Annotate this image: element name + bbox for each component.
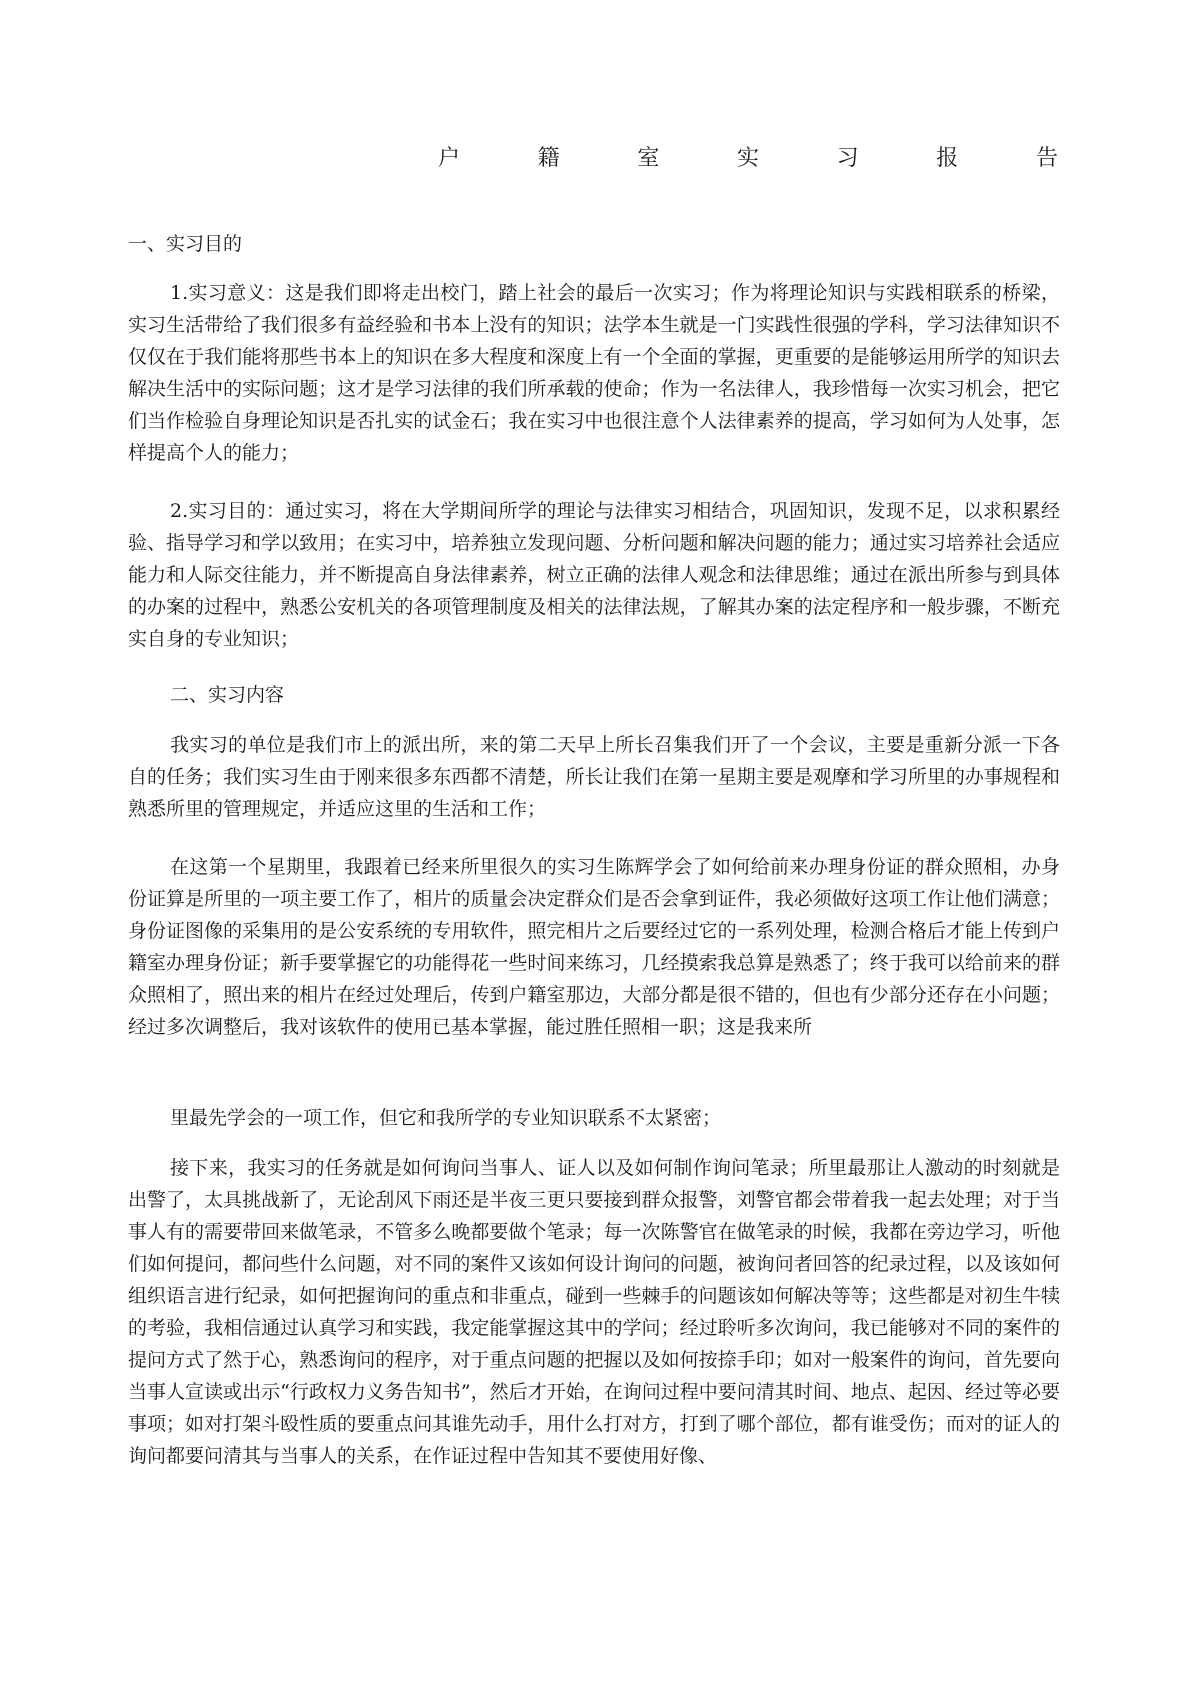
title-char: 室 (637, 146, 660, 171)
title-char: 户 (438, 146, 461, 171)
title-char: 告 (1035, 146, 1058, 171)
section-heading-purpose: 一、实习目的 (128, 233, 243, 255)
section-heading-content: 二、实习内容 (170, 684, 285, 706)
paragraph-objectives: 2.实习目的：通过实习，将在大学期间所学的理论与法律实习相结合，巩固知识，发现不足，以求积累经验、指导学习和学以致用；在实习中，培养独立发现问题、分析问题和解决问题的能力；通过实习培养社会适应能力和人际交往能力，并不断提高自身法律素养，树立正确的法律人观念和法律思维；通过在派出所参与到具体的办案的过程中，熟悉公安机关的各项管理制度及相关的法律法规，了解其办案的法定程序和一般步骤，不断充实自身的专业知识； (128, 500, 1060, 650)
paragraph-unit-intro: 我实习的单位是我们市上的派出所，来的第二天早上所长召集我们开了一个会议，主要是重新分派一下各自的任务；我们实习生由于刚来很多东西都不清楚，所长让我们在第一星期主要是观摩和学习所里的办事规程和熟悉所里的管理规定，并适应这里的生活和工作； (128, 734, 1060, 820)
paragraph-first-skill: 里最先学会的一项工作，但它和我所学的专业知识联系不太紧密； (170, 1107, 722, 1129)
title-char: 习 (836, 146, 859, 171)
document-title (438, 144, 1058, 174)
title-char: 实 (736, 146, 759, 171)
paragraph-significance: 1.实习意义：这是我们即将走出校门，踏上社会的最后一次实习；作为将理论知识与实践相联系的桥梁，实习生活带给了我们很多有益经验和书本上没有的知识；法学本生就是一门实践性很强的学科，学习法律知识不仅仅在于我们能将那些书本上的知识在多大程度和深度上有一个全面的掌握，更重要的是能够运用所学的知识去解决生活中的实际问题；这才是学习法律的我们所承载的使命；作为一名法律人，我珍惜每一次实习机会，把它们当作检验自身理论知识是否扎实的试金石；我在实习中也很注意个人法律素养的提高，学习如何为人处事，怎样提高个人的能力； (128, 282, 1060, 464)
title-char: 报 (936, 146, 959, 171)
title-char: 籍 (537, 146, 560, 171)
paragraph-first-week: 在这第一个星期里，我跟着已经来所里很久的实习生陈辉学会了如何给前来办理身份证的群众照相，办身份证算是所里的一项主要工作了，相片的质量会决定群众们是否会拿到证件，我必须做好这项工作让他们满意；身份证图像的采集用的是公安系统的专用软件，照完相片之后要经过它的一系列处理，检测合格后才能上传到户籍室办理身份证；新手要掌握它的功能得花一些时间来练习，几经摸索我总算是熟悉了；终于我可以给前来的群众照相了，照出来的相片在经过处理后，传到户籍室那边，大部分都是很不错的，但也有少部分还存在小问题；经过多次调整后，我对该软件的使用已基本掌握，能过胜任照相一职；这是我来所 (128, 856, 1060, 1038)
paragraph-interrogation: 接下来，我实习的任务就是如何询问当事人、证人以及如何制作询问笔录；所里最那让人激动的时刻就是出警了，太具挑战新了，无论刮风下雨还是半夜三更只要接到群众报警，刘警官都会带着我一起去处理；对于当事人有的需要带回来做笔录，不管多么晚都要做个笔录；每一次陈警官在做笔录的时候，我都在旁边学习，听他们如何提问，都问些什么问题，对不同的案件又该如何设计询问的问题，被询问者回答的纪录过程，以及该如何组织语言进行纪录，如何把握询问的重点和非重点，碰到一些棘手的问题该如何解决等等；这些都是对初生牛犊的考验，我相信通过认真学习和实践，我定能掌握这其中的学问；经过聆听多次询问，我已能够对不同的案件的提问方式了然于心，熟悉询问的程序，对于重点问题的把握以及如何按捺手印；如对一般案件的询问，首先要向当事人宣读或出示“行政权力义务告知书”，然后才开始，在询问过程中要问清其时间、地点、起因、经过等必要事项；如对打架斗殴性质的要重点问其谁先动手，用什么打对方，打到了哪个部位，都有谁受伤；而对的证人的询问都要问清其与当事人的关系，在作证过程中告知其不要使用好像、 (128, 1157, 1060, 1467)
